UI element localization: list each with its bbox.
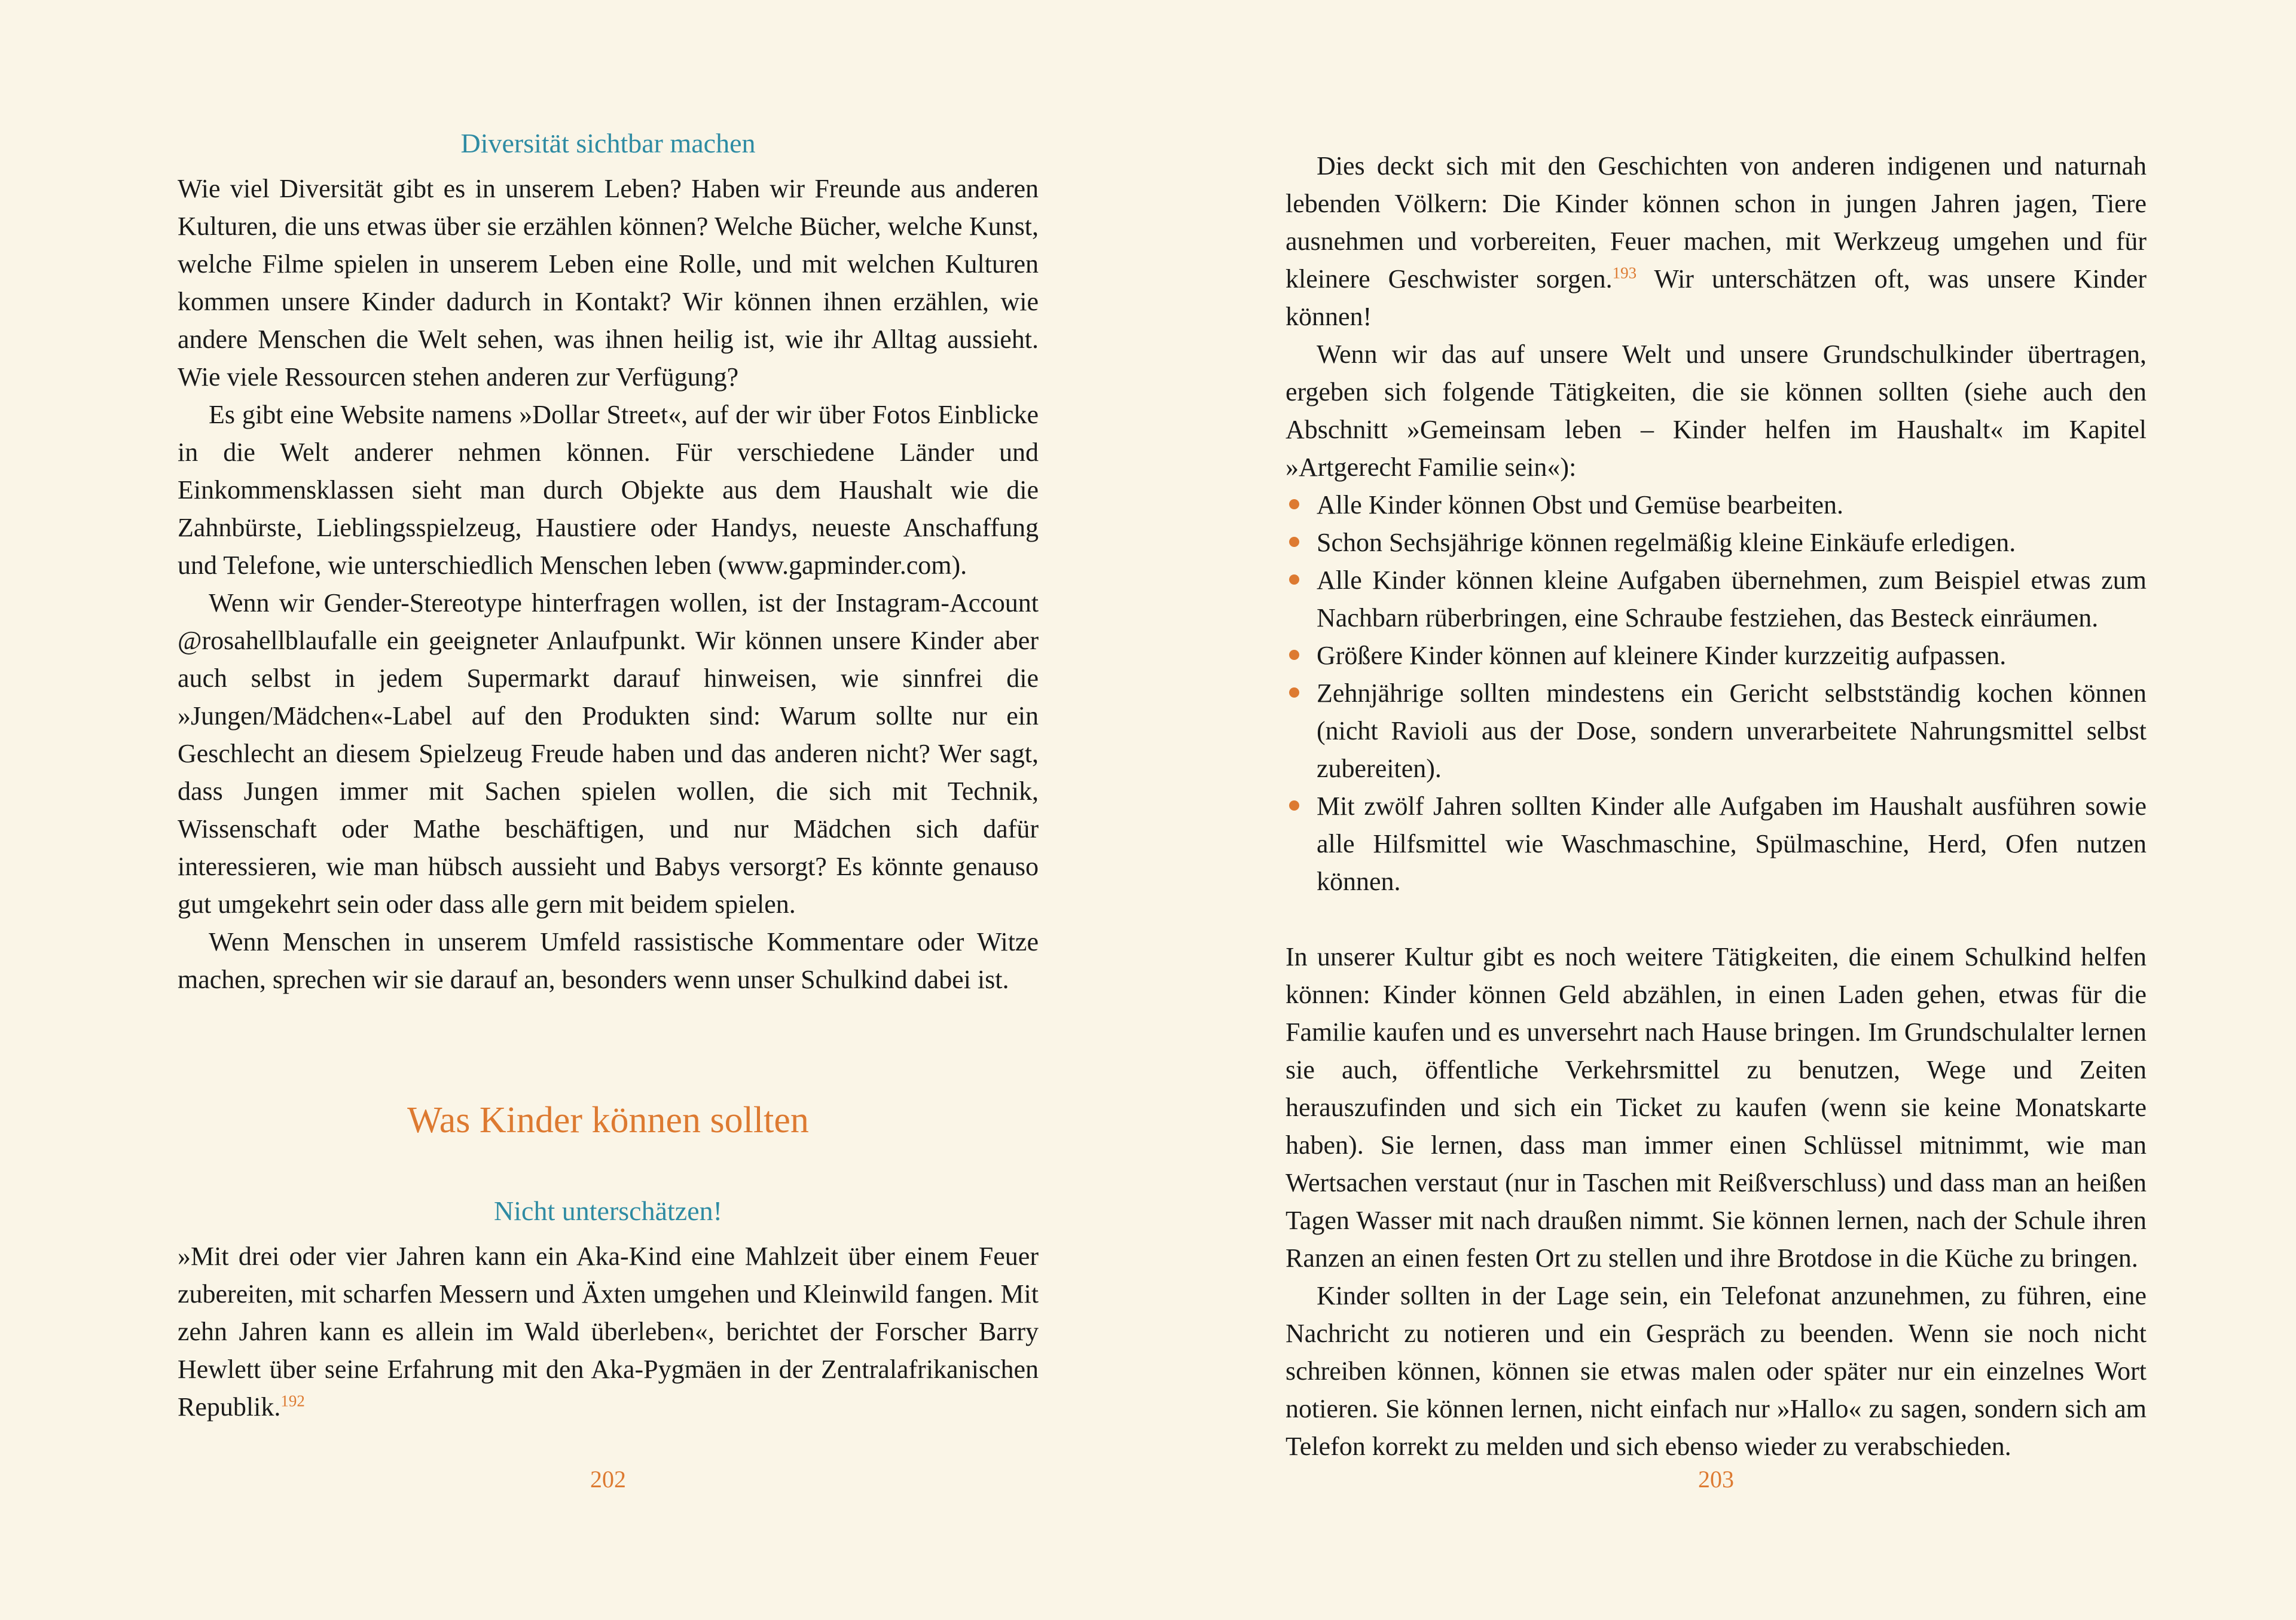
paragraph xyxy=(178,1237,1039,1426)
paragraph: Wenn wir Gender-Stereotype hinterfragen wollen, ist der Instagram-Account @rosahellblaufalle ein geeigneter Anlaufpunkt. Wir können unsere Kinder aber auch selbst in jedem Supermarkt darauf hinweisen, wie sinnfrei die »Jungen/Mädchen«-Label auf den Produkten sind: Warum sollte nur ein Geschlecht an diesem Spielzeug Freude haben und das anderen nicht? Wer sagt, dass Jungen immer mit Sachen spielen wollen, die sich mit Technik, Wissenschaft oder Mathe beschäftigen, und nur Mädchen sich dafür interessieren, wie man hübsch aussieht und Babys versorgt? Es könnte genauso gut umgekehrt sein oder dass alle gern mit beidem spielen. xyxy=(178,588,1039,919)
bullet-icon xyxy=(1289,537,1299,547)
paragraph-text: Wir unterschätzen oft, was unsere Kinder können! xyxy=(1286,264,2147,331)
page-number-right: 203 xyxy=(1698,1466,1734,1493)
paragraph: Wenn Menschen in unserem Umfeld rassistische Kommentare oder Witze machen, sprechen wir sie darauf an, besonders wenn unser Schulkind dabei ist. xyxy=(178,927,1039,994)
list-item-text: Zehnjährige sollten mindestens ein Gericht selbstständig kochen können (nicht Ravioli aus der Dose, sondern unverarbeitete Nahrungsmittel selbst zubereiten). xyxy=(1317,678,2147,783)
paragraph: Es gibt eine Website namens »Dollar Street«, auf der wir über Fotos Einblicke in die Welt anderer nehmen können. Für verschiedene Länder und Einkommensklassen sieht man durch Objekte aus dem Haushalt wie die Zahnbürste, Lieblingsspielzeug, Haustiere oder Handys, neueste Anschaffung und Telefone, wie unterschiedlich Menschen leben (www.gapminder.com). xyxy=(178,400,1039,580)
bullet-icon xyxy=(1289,650,1299,660)
list-item xyxy=(1286,637,2147,674)
page-number-left: 202 xyxy=(590,1466,626,1493)
paragraph: In unserer Kultur gibt es noch weitere Tätigkeiten, die einem Schulkind helfen können: Kinder können Geld abzählen, in einen Laden gehen, etwas für die Familie kaufen und es unversehrt nach Hause bringen. Im Grundschulalter lernen sie auch, öffentliche Verkehrsmittel zu benutzen, Wege und Zeiten herauszufinden und sich ein Ticket zu kaufen (wenn sie keine Monatskarte haben). Sie lernen, dass man immer einen Schlüssel mitnimmt, wie man Wertsachen verstaut (nur in Taschen mit Reißverschluss) und dass man an heißen Tagen Wasser mit nach draußen nimmt. Sie können lernen, nach der Schule ihren Ranzen an einen festen Ort zu stellen und ihre Brotdose in die Küche zu bringen. xyxy=(1286,942,2147,1273)
page-right-content xyxy=(1286,0,2147,1465)
bullet-list xyxy=(1286,486,2147,900)
list-item xyxy=(1286,787,2147,900)
list-item-text: Alle Kinder können kleine Aufgaben übernehmen, zum Beispiel etwas zum Nachbarn rüberbringen, eine Schraube festziehen, das Besteck einräumen. xyxy=(1317,566,2147,632)
paragraph xyxy=(1286,147,2147,335)
list-item-text: Größere Kinder können auf kleinere Kinder kurzzeitig aufpassen. xyxy=(1317,641,2007,670)
list-item xyxy=(1286,674,2147,787)
bullet-icon xyxy=(1289,499,1299,509)
paragraph: Wenn wir das auf unsere Welt und unsere Grundschulkinder übertragen, ergeben sich folgende Tätigkeiten, die sie können sollten (siehe auch den Abschnitt »Gemeinsam leben – Kinder helfen im Haushalt« im Kapitel »Artgerecht Familie sein«): xyxy=(1286,340,2147,482)
list-item xyxy=(1286,486,2147,524)
list-item-text: Alle Kinder können Obst und Gemüse bearbeiten. xyxy=(1317,490,1843,519)
paragraph-text: »Mit drei oder vier Jahren kann ein Aka-Kind eine Mahlzeit über einem Feuer zubereiten, mit scharfen Messern und Äxten umgehen und Kleinwild fangen. Mit zehn Jahren kann es allein im Wald überleben«, berichtet der Forscher Barry Hewlett über seine Erfahrung mit den Aka-Pygmäen in der Zentralafrikanischen Republik. xyxy=(178,1242,1039,1422)
footnote-ref-192: 192 xyxy=(280,1392,305,1410)
page-right xyxy=(1148,0,2296,1620)
footnote-ref-193: 193 xyxy=(1612,264,1637,282)
list-item xyxy=(1286,524,2147,561)
list-item-text: Mit zwölf Jahren sollten Kinder alle Aufgaben im Haushalt ausführen sowie alle Hilfsmittel wie Waschmaschine, Spülmaschine, Herd, Ofen nutzen können. xyxy=(1317,791,2147,896)
paragraph: Kinder sollten in der Lage sein, ein Telefonat anzunehmen, zu führen, eine Nachricht zu notieren und ein Gespräch zu beenden. Wenn sie noch nicht schreiben können, können sie etwas malen oder später nur ein einzelnes Wort notieren. Sie können lernen, nicht einfach nur »Hallo« zu sagen, sondern sich am Telefon korrekt zu melden und sich ebenso wieder zu verabschieden. xyxy=(1286,1281,2147,1461)
chapter-heading: Was Kinder können sollten xyxy=(407,1100,809,1141)
bullet-icon xyxy=(1289,687,1299,698)
paragraph: Wie viel Diversität gibt es in unserem Leben? Haben wir Freunde aus anderen Kulturen, die uns etwas über sie erzählen können? Welche Bücher, welche Kunst, welche Filme spielen in unserem Leben eine Rolle, und mit welchen Kulturen kommen unsere Kinder dadurch in Kontakt? Wir können ihnen erzählen, wie andere Menschen die Welt sehen, was ihnen heilig ist, wie ihr Alltag aussieht. Wie viele Ressourcen stehen anderen zur Verfügung? xyxy=(178,174,1039,392)
section-subheading-underestimate: Nicht unterschätzen! xyxy=(494,1196,722,1226)
list-item xyxy=(1286,561,2147,637)
list-item-text: Schon Sechsjährige können regelmäßig kleine Einkäufe erledigen. xyxy=(1317,528,2016,557)
bullet-icon xyxy=(1289,574,1299,585)
paragraph-text: Dies deckt sich mit den Geschichten von anderen indigenen und naturnah lebenden Völkern: Die Kinder können schon in jungen Jahren jagen, Tiere ausnehmen und vorbereiten, Feuer machen, mit Werkzeug umgehen und für kleinere Geschwister sorgen. xyxy=(1286,151,2147,294)
page-left-content xyxy=(178,0,1039,1426)
bullet-icon xyxy=(1289,800,1299,811)
section-subheading-diversity: Diversität sichtbar machen xyxy=(460,128,756,158)
